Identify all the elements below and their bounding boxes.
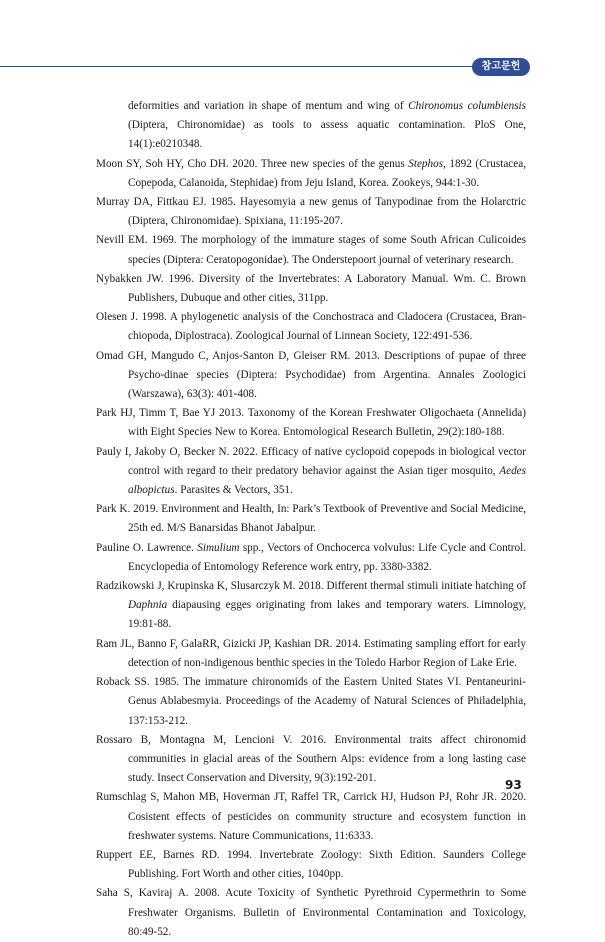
reference-entry bbox=[96, 731, 526, 789]
reference-text: Saha S, Kaviraj A. 2008. Acute Toxicity of Synthetic Pyrethroid Cypermethrin to Some Freshwater Organisms. Bulletin of Environmental Contamination and Toxicology, 80:49-52. bbox=[96, 887, 526, 938]
reference-text: (Diptera, Chironomidae) as tools to assess aquatic contamination. PloS One, 14(1):e0210348. bbox=[128, 119, 526, 151]
reference-entry bbox=[96, 500, 526, 538]
reference-italic-text: Chironomus columbiensis bbox=[408, 100, 527, 112]
reference-text: Park K. 2019. Environment and Health, In: Park’s Textbook of Preventive and Social Medicine, 25th ed. M/S Banarsidas Bhanot Jabalpur. bbox=[96, 503, 526, 535]
reference-entry bbox=[96, 308, 526, 346]
reference-text: Roback SS. 1985. The immature chironomids of the Eastern United States VI. Pentaneurini-Genus Ablabesmyia. Proceedings of the Academy of Natural Sciences of Philadelphia, 137:153-212. bbox=[96, 676, 526, 727]
reference-italic-text: Daphnia bbox=[128, 599, 168, 612]
reference-text: . Parasites & Vectors, 351. bbox=[174, 484, 293, 497]
reference-entry bbox=[96, 788, 526, 846]
reference-entry bbox=[96, 635, 526, 673]
reference-text: Olesen J. 1998. A phylogenetic analysis of the Conchostraca and Cladocera (Crustacea, Bran-chiopoda, Diplostraca). Zoological Journal of Linnean Society, 122:491-536. bbox=[96, 311, 526, 343]
reference-text: Rossaro B, Montagna M, Lencioni V. 2016. Environmental traits affect chironomid communities in glacial areas of the Southern Alps: evidence from a long lasting case study. Insect Conservation and Diversity, 9(3):192-201. bbox=[96, 733, 526, 785]
reference-italic-text: Simulium bbox=[197, 541, 240, 554]
reference-italic-text: Aedes albopictus bbox=[128, 464, 526, 497]
reference-entry bbox=[96, 231, 526, 269]
reference-text: Ram JL, Banno F, GalaRR, Gizicki JP, Kashian DR. 2014. Estimating sampling effort for early detection of non-indigenous benthic species in the Toledo Harbor Region of Lake Erie. bbox=[96, 637, 526, 669]
reference-text: spp., Vectors of Onchocerca volvulus: Life Cycle and Control. Encyclopedia of Entomology Reference work entry, pp. 3380-3382. bbox=[128, 541, 526, 573]
reference-text: Radzikowski J, Krupinska K, Slusarczyk M. 2018. Different thermal stimuli initiate hatching of bbox=[96, 580, 526, 593]
reference-entry bbox=[96, 270, 526, 308]
reference-entry bbox=[96, 846, 526, 884]
reference-list bbox=[96, 97, 526, 942]
reference-text: diapausing egges originating from lakes and temporary waters. Limnology, 19:81-88. bbox=[128, 599, 526, 631]
reference-entry bbox=[96, 884, 526, 942]
reference-text: Moon SY, Soh HY, Cho DH. 2020. Three new species of the genus bbox=[96, 157, 409, 170]
reference-entry bbox=[96, 404, 526, 442]
reference-text: Pauly I, Jakoby O, Becker N. 2022. Efficacy of native cyclopoid copepods in biological vector control with regard to their predatory behavior against the Asian tiger mosquito, bbox=[96, 445, 526, 477]
reference-entry bbox=[96, 155, 526, 193]
reference-text: Ruppert EE, Barnes RD. 1994. Invertebrate Zoology: Sixth Edition. Saunders College Publishing. Fort Worth and other cities, 1040pp. bbox=[96, 848, 526, 881]
reference-entry bbox=[96, 347, 526, 405]
reference-text: Nybakken JW. 1996. Diversity of the Invertebrates: A Laboratory Manual. Wm. C. Brown Publishers, Dubuque and other cities, 311pp. bbox=[96, 272, 526, 305]
reference-text: Rumschlag S, Mahon MB, Hoverman JT, Raffel TR, Carrick HJ, Hudson PJ, Rohr JR. 2020. Cosistent effects of pesticides on community structure and ecosystem function in freshwater systems. Nature Communications, 11:6333. bbox=[96, 791, 526, 842]
reference-entry bbox=[96, 673, 526, 731]
page-number: 93 bbox=[505, 778, 522, 792]
reference-italic-text: Stephos bbox=[408, 157, 444, 170]
reference-text: Nevill EM. 1969. The morphology of the immature stages of some South African Culicoides species (Diptera: Ceratopogonidae). The Onderstepoort journal of veterinary research. bbox=[96, 234, 526, 266]
reference-text: Murray DA, Fittkau EJ. 1985. Hayesomyia a new genus of Tanypodinae from the Holarctric (Diptera, Chironomidae). Spixiana, 11:195-207. bbox=[96, 196, 526, 228]
reference-entry bbox=[96, 97, 526, 155]
reference-entry bbox=[96, 539, 526, 577]
reference-text: Park HJ, Timm T, Bae YJ 2013. Taxonomy of the Korean Freshwater Oligochaeta (Annelida) with Eight Species New to Korea. Entomological Research Bulletin, 29(2):180-188. bbox=[96, 407, 526, 439]
reference-text: deformities and variation in shape of mentum and wing of bbox=[128, 100, 409, 112]
header-rule bbox=[0, 66, 480, 67]
reference-text: Pauline O. Lawrence. bbox=[96, 541, 198, 554]
reference-entry bbox=[96, 577, 526, 635]
reference-text: Omad GH, Mangudo C, Anjos-Santon D, Gleiser RM. 2013. Descriptions of pupae of three Psycho-dinae species (Diptera: Psychodidae) from Argentina. Annales Zoologici (Warszawa), 63(3): 401-408. bbox=[96, 349, 526, 401]
reference-entry bbox=[96, 193, 526, 231]
section-tab: 참고문헌 bbox=[472, 58, 530, 76]
reference-entry bbox=[96, 443, 526, 501]
reference-text: , 1892 (Crustacea, Copepoda, Calanoida, Stephidae) from Jeju Island, Korea. Zookeys, 944:1-30. bbox=[128, 157, 526, 189]
